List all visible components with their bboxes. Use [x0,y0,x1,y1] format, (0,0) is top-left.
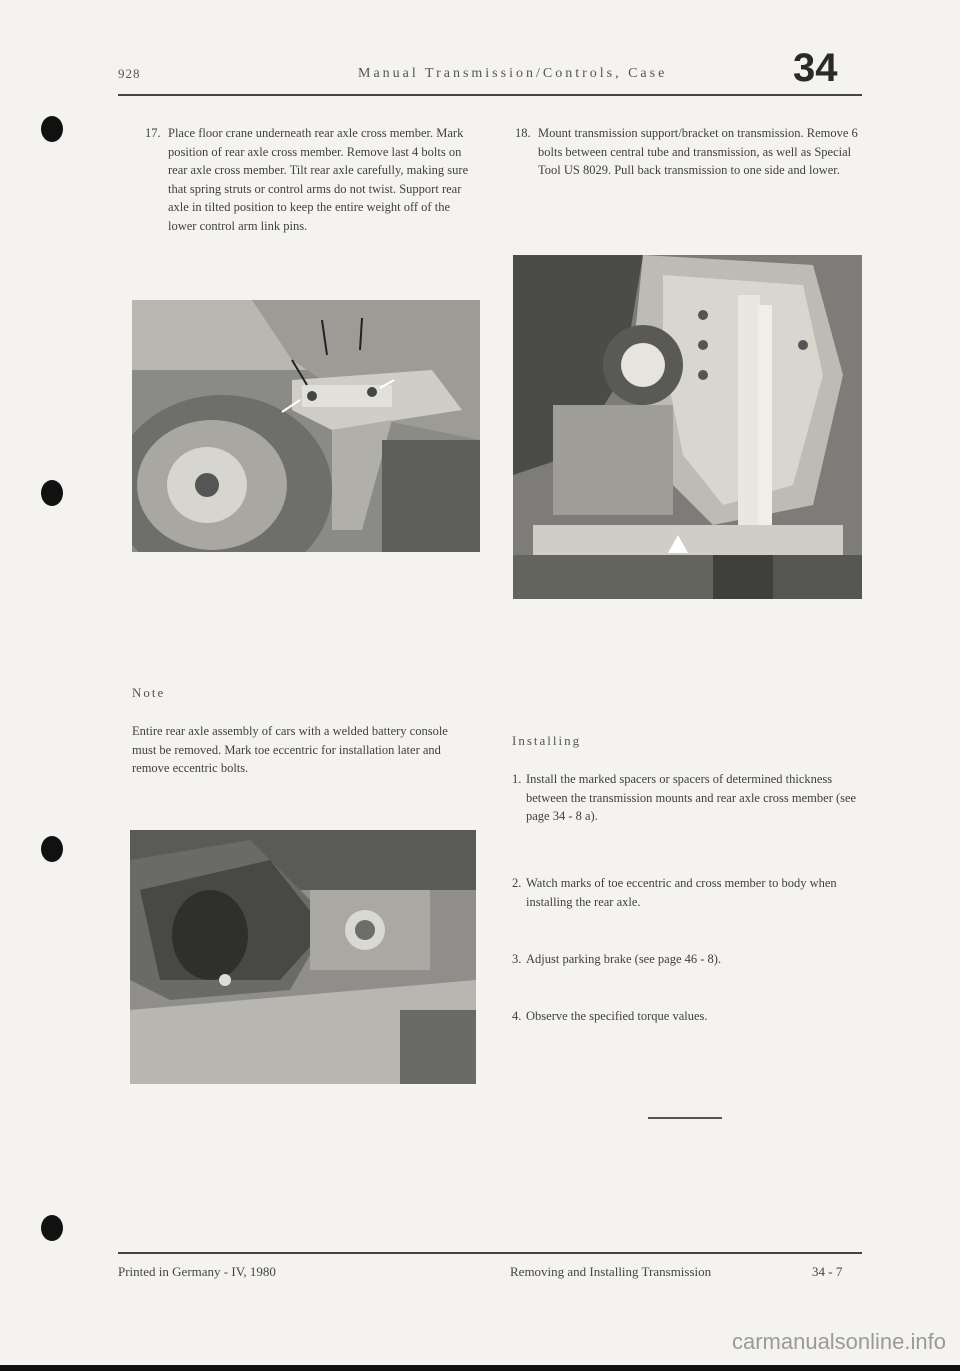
step-number: 2. [512,876,522,890]
step-text: Observe the specified torque values. [526,1009,708,1023]
header-rule [118,94,862,96]
rear-axle-cross-member-photo [132,300,480,552]
page-number: 34 - 7 [812,1264,843,1279]
installing-step-4 [512,1007,862,1026]
step-text: Adjust parking brake (see page 46 - 8). [526,952,722,966]
installing-heading: Installing [512,733,582,748]
note-heading: Note [132,685,166,700]
installing-step-2 [512,874,862,911]
step-text: Watch marks of toe eccentric and cross member to body when installing the rear axle. [526,876,837,909]
printed-info: Printed in Germany - IV, 1980 [118,1264,276,1279]
binder-hole [41,480,63,506]
step-17 [145,124,475,235]
transmission-support-photo [513,255,862,599]
footer-section-title: Removing and Installing Transmission [510,1264,712,1279]
section-number: 34 [793,46,838,90]
end-rule [648,1117,722,1119]
binder-hole [41,116,63,142]
step-text: Mount transmission support/bracket on transmission. Remove 6 bolts between central tube and transmission, as well as Special Tool US 8029. Pull back transmission to one side and lower. [538,126,858,177]
installing-step-1 [512,770,862,826]
binder-hole [41,1215,63,1241]
bottom-bar [0,1365,960,1371]
page-header-title: Manual Transmission/Controls, Case [358,66,668,81]
footer-rule [118,1252,862,1254]
note-text: Entire rear axle assembly of cars with a welded battery console must be removed. Mark toe eccentric for installation later and remove eccentric bolts. [132,724,448,775]
binder-hole [41,836,63,862]
step-18 [515,124,860,180]
step-text: Install the marked spacers or spacers of determined thickness between the transmission mounts and rear axle cross member (see page 34 - 8 a). [526,772,857,823]
watermark: carmanualsonline.info [731,1329,946,1354]
step-number: 18. [515,126,531,140]
step-number: 1. [512,772,522,786]
toe-eccentric-photo [130,830,476,1084]
step-number: 4. [512,1009,522,1023]
step-number: 17. [145,126,161,140]
page-model: 928 [118,66,141,81]
step-text: Place floor crane underneath rear axle cross member. Mark position of rear axle cross member. Remove last 4 bolts on rear axle cross member. Tilt rear axle carefully, making sure that spring struts or control arms do not twist. Support rear axle in tilted position to keep the entire weight off of the lower control arm link pins. [168,126,469,233]
installing-step-3 [512,950,862,969]
step-number: 3. [512,952,522,966]
